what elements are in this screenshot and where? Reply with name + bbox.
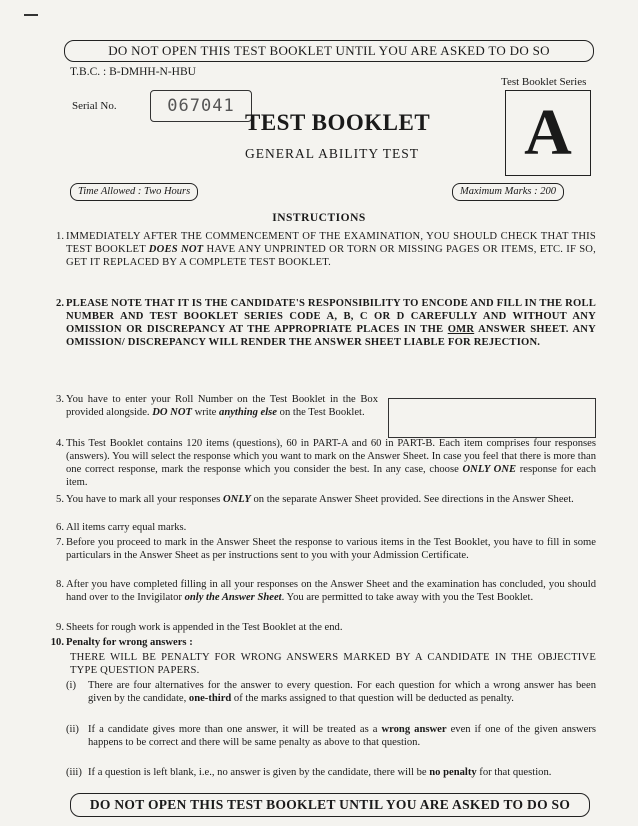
corner-mark bbox=[24, 14, 38, 16]
instruction-item: 10. Penalty for wrong answers : bbox=[50, 637, 193, 648]
serial-number-label: Serial No. bbox=[72, 100, 117, 112]
roll-number-box[interactable] bbox=[388, 398, 596, 438]
page-title: TEST BOOKLET bbox=[245, 110, 431, 135]
instruction-item: 4. This Test Booklet contains 120 items (questions), 60 in PART-A and 60 in PART-B. Each item comprises four responses (answers). You will select the response which you want to mark on the Answer Sheet. In case you feel that there is more than one correct response, mark the response which you consider the best. In any case, choose ONLY ONE response for each item. bbox=[56, 438, 596, 488]
instruction-item: 7. Before you proceed to mark in the Answer Sheet the response to various items in the Test Booklet, you have to fill in some particulars in the Answer Sheet as per instructions sent to you with your Admission Certificate. bbox=[56, 537, 596, 561]
instruction-item: 3. You have to enter your Roll Number on the Test Booklet in the Box provided alongside. DO NOT write anything else on the Test Booklet. bbox=[56, 394, 378, 418]
top-warning-banner: DO NOT OPEN THIS TEST BOOKLET UNTIL YOU ARE ASKED TO DO SO bbox=[64, 40, 594, 62]
tbc-code: T.B.C. : B-DMHH-N-HBU bbox=[70, 66, 196, 78]
instruction-item: 6. All items carry equal marks. bbox=[56, 522, 187, 533]
test-booklet-series-label: Test Booklet Series bbox=[501, 76, 587, 88]
page-subtitle: GENERAL ABILITY TEST bbox=[245, 146, 419, 161]
instruction-item: 1. IMMEDIATELY AFTER THE COMMENCEMENT OF THE EXAMINATION, YOU SHOULD CHECK THAT THIS TEST BOOKLET DOES NOT HAVE ANY UNPRINTED OR TORN OR MISSING PAGES OR ITEMS, ETC. IF SO, GET IT REPLACED BY A COMPLETE TEST BOOKLET. bbox=[56, 231, 597, 268]
instruction-item: 2. PLEASE NOTE THAT IT IS THE CANDIDATE'S RESPONSIBILITY TO ENCODE AND FILL IN THE ROLL NUMBER AND TEST BOOKLET SERIES CODE A, B, C OR D CAREFULLY AND WITHOUT ANY OMISSION OR DISCREPANCY AT THE APPROPRIATE PLACES IN THE OMR ANSWER SHEET. ANY OMISSION/ DISCREPANCY WILL RENDER THE ANSWER SHEET LIABLE FOR REJECTION. bbox=[56, 298, 596, 348]
penalty-item: (ii) If a candidate gives more than one answer, it will be treated as a wrong answer even if one of the given answers happens to be correct and there will be same penalty as above to that question. bbox=[66, 724, 596, 748]
maximum-marks-badge: Maximum Marks : 200 bbox=[452, 183, 564, 201]
series-letter-box: A bbox=[505, 90, 591, 176]
serial-number-box: 067041 bbox=[150, 90, 252, 122]
time-allowed-badge: Time Allowed : Two Hours bbox=[70, 183, 198, 201]
instructions-heading: INSTRUCTIONS bbox=[272, 212, 366, 224]
penalty-item: (iii) If a question is left blank, i.e., no answer is given by the candidate, there will be no penalty for that question. bbox=[66, 767, 552, 778]
instruction-item: 8. After you have completed filling in all your responses on the Answer Sheet and the examination has concluded, you should hand over to the Invigilator only the Answer Sheet. You are permitted to take away with you the Test Booklet. bbox=[56, 579, 596, 603]
penalty-item: (i) There are four alternatives for the answer to every question. For each question for which a wrong answer has been given by the candidate, one-third of the marks assigned to that question will be deducted as penalty. bbox=[66, 680, 596, 704]
penalty-intro: THERE WILL BE PENALTY FOR WRONG ANSWERS MARKED BY A CANDIDATE IN THE OBJECTIVE TYPE QUESTION PAPERS. bbox=[70, 652, 596, 676]
instruction-item: 5. You have to mark all your responses ONLY on the separate Answer Sheet provided. See directions in the Answer Sheet. bbox=[56, 494, 574, 505]
bottom-warning-banner: DO NOT OPEN THIS TEST BOOKLET UNTIL YOU ARE ASKED TO DO SO bbox=[70, 793, 590, 817]
instruction-item: 9. Sheets for rough work is appended in the Test Booklet at the end. bbox=[56, 622, 343, 633]
